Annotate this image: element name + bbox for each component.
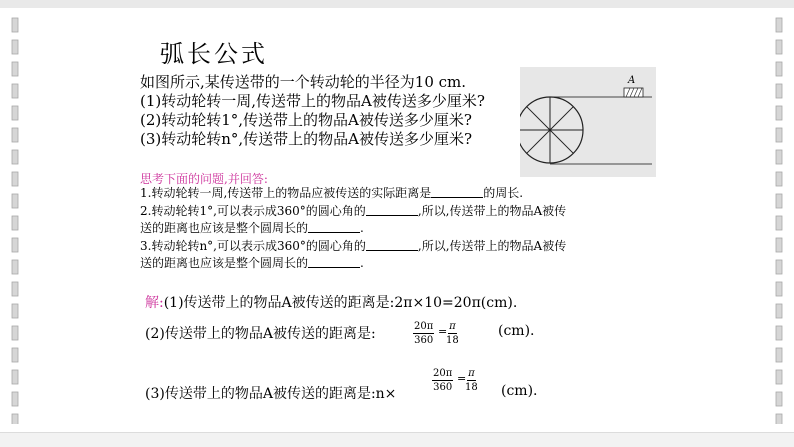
page-title: 弧长公式 bbox=[160, 40, 268, 68]
left-decorative-border bbox=[10, 14, 20, 424]
conveyor-diagram bbox=[520, 67, 656, 177]
border-chain-link bbox=[12, 216, 18, 230]
border-chain-link bbox=[12, 392, 18, 406]
border-chain-link bbox=[776, 84, 782, 98]
q2-text: 2.转动轮转1°,可以表示成360°的圆心角的 bbox=[140, 203, 366, 218]
answer-blank-2 bbox=[366, 203, 418, 216]
border-chain-link bbox=[776, 216, 782, 230]
border-chain-link bbox=[12, 40, 18, 54]
border-chain-link bbox=[776, 414, 782, 424]
border-chain-link bbox=[12, 172, 18, 186]
fraction-numerator: 20π bbox=[433, 368, 453, 379]
answer-blank-4 bbox=[366, 238, 418, 251]
fraction-denominator: 360 bbox=[433, 382, 453, 393]
question-1 bbox=[140, 185, 645, 203]
q3-end: . bbox=[360, 256, 364, 270]
fraction-numerator: 20π bbox=[414, 321, 434, 332]
border-chain-link bbox=[12, 18, 18, 32]
intro-line: (3)转动轮转n°,传送带上的物品A被传送多少厘米? bbox=[140, 130, 473, 148]
solution-label: 解: bbox=[145, 295, 164, 311]
question-3-cont bbox=[140, 255, 645, 273]
border-chain-link bbox=[12, 370, 18, 384]
solution-1 bbox=[145, 292, 517, 312]
q3-text: 3.转动轮转n°,可以表示成360°的圆心角的 bbox=[140, 238, 366, 253]
intro-line: (2)转动轮转1°,传送带上的物品A被传送多少厘米? bbox=[140, 111, 472, 129]
solution-2-fraction bbox=[413, 321, 434, 346]
border-chain-link bbox=[776, 260, 782, 274]
intro-line: 如图所示,某传送带的一个转动轮的半径为10 cm. bbox=[140, 73, 467, 91]
think-heading: 思考下面的问题,并回答: bbox=[140, 172, 268, 186]
border-chain-link bbox=[12, 304, 18, 318]
q2-end: . bbox=[360, 221, 364, 235]
border-chain-link bbox=[776, 106, 782, 120]
border-chain-link bbox=[776, 150, 782, 164]
border-chain-link bbox=[12, 128, 18, 142]
border-chain-link bbox=[776, 128, 782, 142]
right-decorative-border bbox=[774, 14, 784, 424]
q2-text-cont: 送的距离也应该是整个圆周长的 bbox=[140, 221, 309, 235]
solution-3-text: (3)传送带上的物品A被传送的距离是:n× bbox=[145, 386, 397, 402]
border-chain-link bbox=[12, 106, 18, 120]
solution-3-unit: (cm). bbox=[501, 383, 538, 399]
question-2 bbox=[140, 203, 645, 221]
q3-text-cont: 送的距离也应该是整个圆周长的 bbox=[140, 256, 309, 270]
border-chain-link bbox=[776, 282, 782, 296]
border-chain-link bbox=[776, 348, 782, 362]
equals-sign: = bbox=[438, 325, 448, 338]
border-chain-link bbox=[12, 326, 18, 340]
q1-text: 1.转动轮转一周,传送带上的物品应被传送的实际距离是 bbox=[140, 186, 432, 200]
answer-blank-1 bbox=[431, 185, 483, 198]
border-chain-link bbox=[12, 414, 18, 424]
object-a-label: A bbox=[628, 75, 636, 86]
solution-3-result-fraction bbox=[465, 368, 478, 393]
q3-tail: ,所以,传送带上的物品A被传 bbox=[417, 238, 567, 253]
fraction-numerator: π bbox=[468, 368, 475, 379]
border-chain-link bbox=[776, 304, 782, 318]
border-chain-link bbox=[776, 172, 782, 186]
answer-blank-3 bbox=[308, 220, 360, 233]
border-chain-link bbox=[12, 282, 18, 296]
border-chain-link bbox=[776, 194, 782, 208]
border-chain-link bbox=[776, 62, 782, 76]
equals-sign: = bbox=[457, 372, 467, 385]
border-chain-link bbox=[776, 18, 782, 32]
border-chain-link bbox=[776, 326, 782, 340]
top-border bbox=[0, 0, 794, 8]
solution-3-fraction bbox=[432, 368, 453, 393]
border-chain-link bbox=[12, 348, 18, 362]
border-chain-link bbox=[12, 150, 18, 164]
border-chain-link bbox=[12, 62, 18, 76]
solution-1-text: (1)传送带上的物品A被传送的距离是:2π×10=20π(cm). bbox=[163, 295, 518, 311]
border-chain-link bbox=[12, 260, 18, 274]
solution-2-unit: (cm). bbox=[498, 323, 535, 339]
question-2-cont bbox=[140, 220, 645, 238]
border-chain-link bbox=[12, 238, 18, 252]
conveyor-figure bbox=[520, 67, 656, 177]
border-chain-link bbox=[776, 392, 782, 406]
problem-statement bbox=[140, 73, 520, 149]
q2-tail: ,所以,传送带上的物品A被传 bbox=[417, 203, 567, 218]
fraction-denominator: 18 bbox=[465, 382, 478, 393]
question-3 bbox=[140, 238, 645, 256]
border-chain-link bbox=[12, 84, 18, 98]
border-chain-link bbox=[12, 194, 18, 208]
fraction-denominator: 18 bbox=[446, 335, 459, 346]
intro-line: (1)转动轮转一周,传送带上的物品A被传送多少厘米? bbox=[140, 92, 485, 110]
q1-tail: 的周长. bbox=[483, 186, 524, 200]
bottom-border bbox=[0, 432, 794, 447]
think-questions bbox=[140, 185, 645, 273]
fraction-denominator: 360 bbox=[414, 335, 434, 346]
solution-2-result-fraction bbox=[446, 321, 459, 346]
border-chain-link bbox=[776, 238, 782, 252]
solution-2-text: (2)传送带上的物品A被传送的距离是: bbox=[145, 326, 376, 342]
border-chain-link bbox=[776, 40, 782, 54]
fraction-numerator: π bbox=[449, 321, 456, 332]
border-chain-link bbox=[776, 370, 782, 384]
answer-blank-5 bbox=[308, 255, 360, 268]
